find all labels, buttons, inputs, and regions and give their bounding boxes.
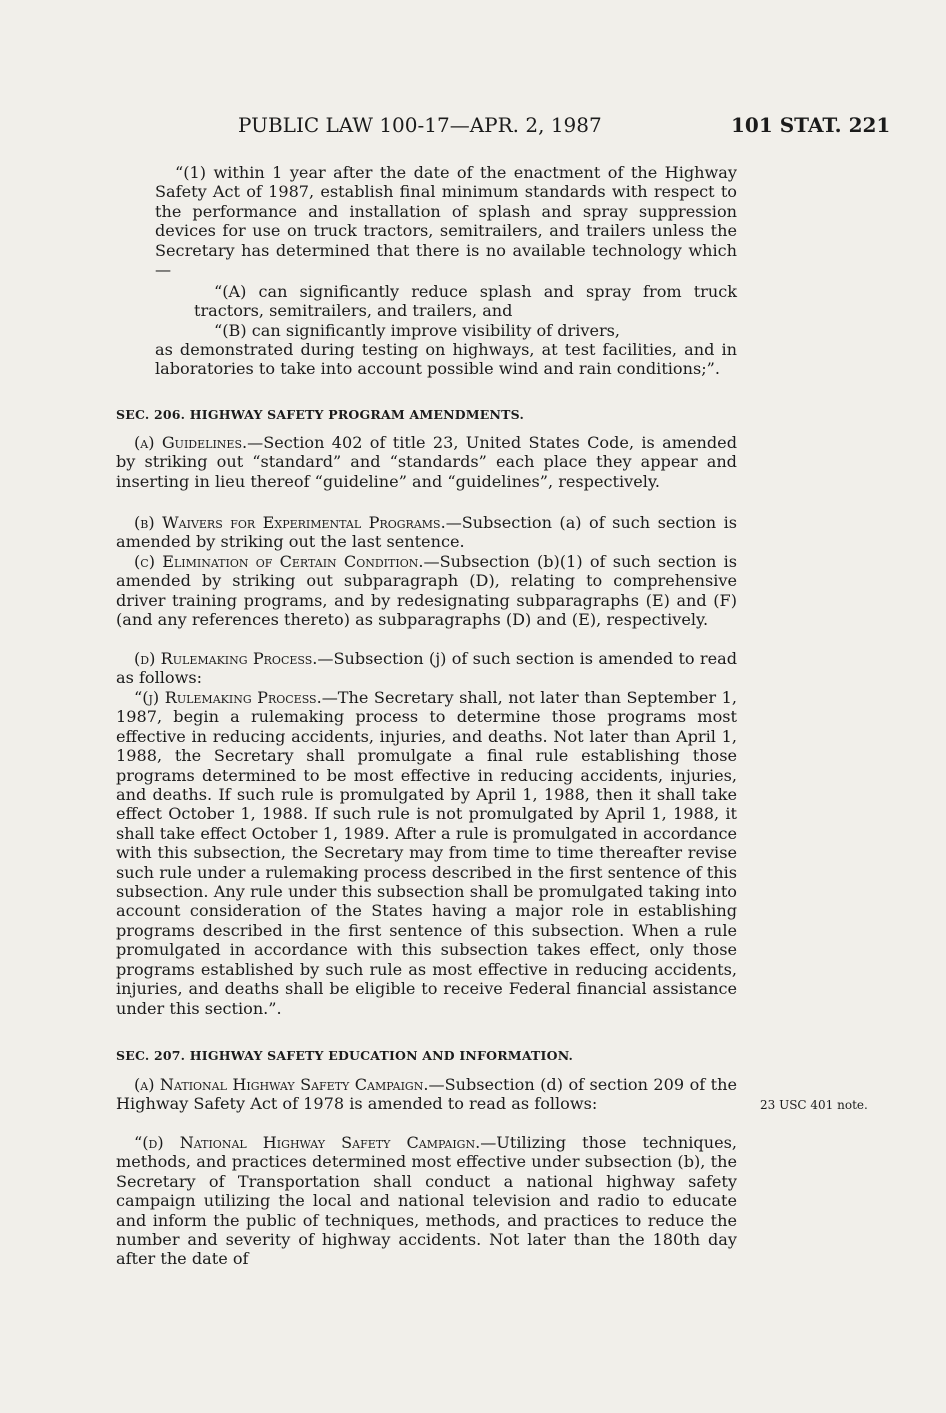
subsection-206-c-text: —Subsection (b)(1) of such section is amended by striking out subparagraph (D), relating to comprehensive driver training programs, and by redesignating subparagraphs (E) and (F) (and any references thereto) as subparagraphs (D) and (E), respectively. — [116, 552, 738, 630]
subsection-207-a — [116, 1075, 737, 1114]
subsection-j-heading: “(j) Rulemaking Process. — [134, 688, 322, 707]
margin-note-23-usc-401: 23 USC 401 note. — [760, 1098, 868, 1112]
subsection-207-d — [116, 1133, 737, 1269]
subsection-207-d-text: —Utilizing those techniques, methods, and practices determined most effective under subsection (b), the Secretary of Transportation shall conduct a national highway safety campaign utilizing the local and national television and radio to educate and inform the public of techniques, methods, and practices to reduce the number and severity of highway accidents. Not later than the 180th day after the date of — [116, 1133, 737, 1269]
subsection-206-a-text: —Section 402 of title 23, United States Code, is amended by striking out “standard” and “standards” each place they appear and inserting in lieu thereof “guideline” and “guidelines”, respectively. — [116, 433, 737, 491]
paragraph-1: “(1) within 1 year after the date of the enactment of the Highway Safety Act of 1987, establish final minimum standards with respect to the performance and installation of splash and spray suppression devices for use on truck tractors, semitrailers, and trailers unless the Secretary has determined that there is no available technology which— — [155, 163, 737, 280]
subsection-j-text: —The Secretary shall, not later than September 1, 1987, begin a rulemaking process to determine those programs most effective in reducing accidents, injuries, and deaths. Not later than April 1, 1988, the Secretary shall promulgate a final rule establishing those programs determined to be most effective in reducing accidents, injuries, and deaths. If such rule is promulgated by April 1, 1988, then it shall take effect October 1, 1988. If such rule is not promulgated by April 1, 1988, it shall take effect October 1, 1989. After a rule is promulgated in accordance with this subsection, the Secretary may from time to time thereafter revise such rule under a rulemaking process described in the first sentence of this subsection. Any rule under this subsection shall be promulgated taking into account consideration of the States having a major role in establishing programs described in the first sentence of this subsection. When a rule promulgated in accordance with this subsection takes effect, only those programs established by such rule as most effective in reducing accidents, injuries, and deaths shall be eligible to receive Federal financial assistance under this section.”. — [116, 688, 737, 1018]
subparagraph-a: “(A) can significantly reduce splash and spray from truck tractors, semitrailers, and trailers, and — [194, 282, 737, 321]
subsection-206-d-heading: (d) Rulemaking Process. — [134, 649, 318, 668]
subsection-207-d-heading: “(d) National Highway Safety Campaign. — [134, 1133, 481, 1152]
subsection-207-a-heading: (a) National Highway Safety Campaign. — [134, 1075, 429, 1094]
page-running-title: PUBLIC LAW 100-17—APR. 2, 1987 — [238, 113, 602, 137]
subsection-206-b — [116, 513, 737, 552]
subsection-206-b-text: —Subsection (a) of such section is amended by striking out the last sentence. — [116, 513, 737, 552]
subsection-206-c — [116, 552, 737, 630]
subsection-207-a-text: —Subsection (d) of section 209 of the Highway Safety Act of 1978 is amended to read as follows: — [116, 1075, 738, 1114]
section-206-heading: SEC. 206. HIGHWAY SAFETY PROGRAM AMENDMENTS. — [116, 407, 525, 422]
subsection-206-d-text: —Subsection (j) of such section is amended to read as follows: — [116, 649, 737, 688]
subsection-206-b-heading: (b) Waivers for Experimental Programs. — [134, 513, 446, 532]
section-207-heading: SEC. 207. HIGHWAY SAFETY EDUCATION AND INFORMATION. — [116, 1048, 574, 1063]
subsection-206-c-heading: (c) Elimination of Certain Condition. — [134, 552, 424, 571]
subsection-206-a — [116, 433, 737, 491]
paragraph-1-continuation: as demonstrated during testing on highways, at test facilities, and in laboratories to take into account possible wind and rain conditions;”. — [155, 340, 737, 379]
statute-page-number: 101 STAT. 221 — [731, 113, 891, 137]
subsection-206-a-heading: (a) Guidelines. — [134, 433, 248, 452]
subsection-j — [116, 688, 737, 1018]
page-header — [0, 113, 946, 143]
subparagraph-b: “(B) can significantly improve visibility of drivers, — [214, 321, 621, 340]
subsection-206-d — [116, 649, 737, 688]
